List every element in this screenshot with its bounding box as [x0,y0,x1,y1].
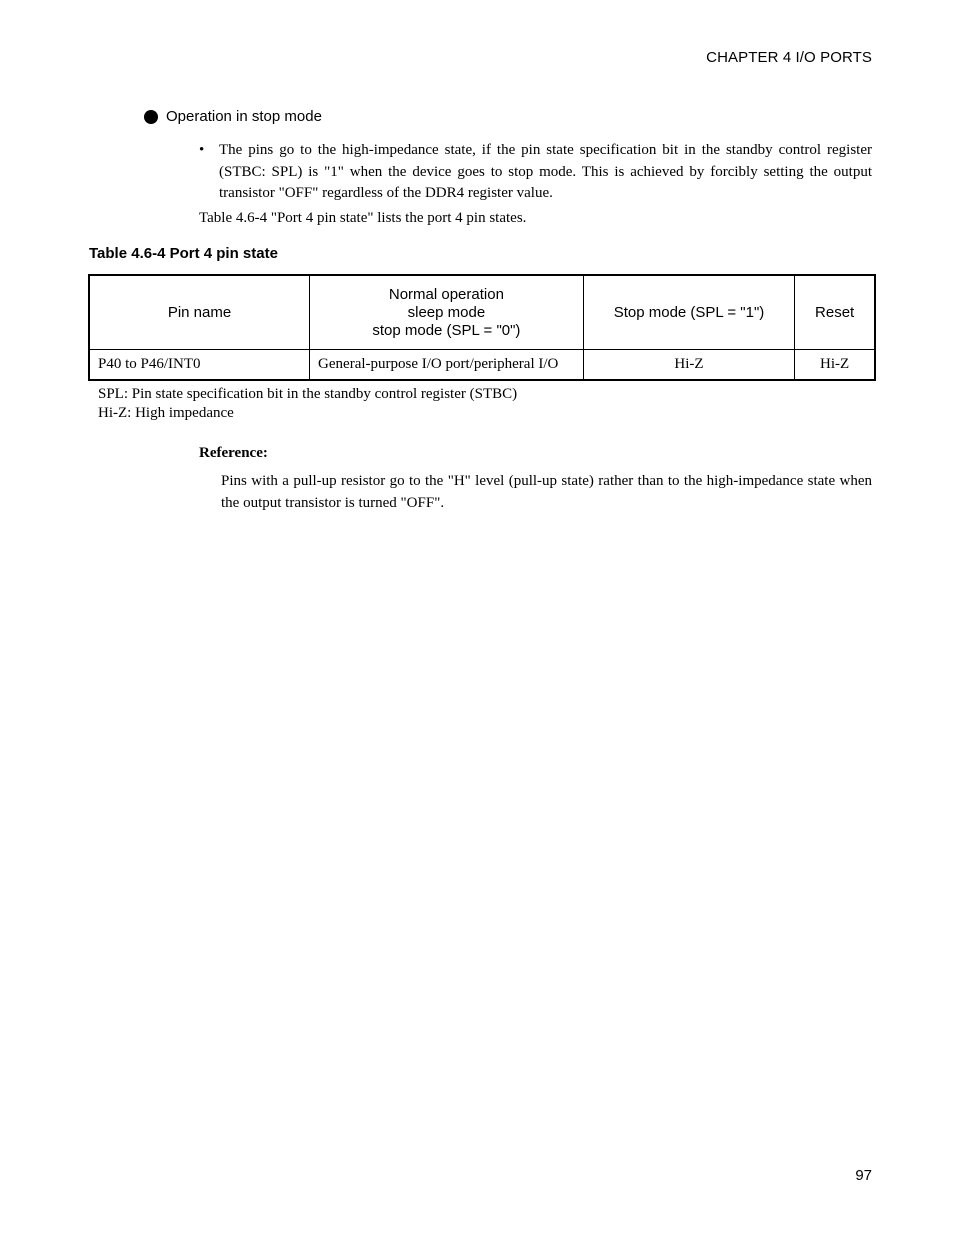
table-caption: Table 4.6-4 Port 4 pin state [89,245,278,262]
chapter-header: CHAPTER 4 I/O PORTS [706,49,872,66]
header-normal-line1: Normal operation [388,285,504,303]
cell-normal: General-purpose I/O port/peripheral I/O [310,350,584,381]
filled-circle-icon [144,110,158,124]
note-spl: SPL: Pin state specification bit in the standby control register (STBC) [98,386,518,402]
reference-label: Reference: [199,445,268,461]
table-notes [98,385,517,423]
reference-text: Pins with a pull-up resistor go to the "H" level (pull-up state) rather than to the high-impedance state when the output transistor is turned "OFF". [221,473,872,511]
header-reset: Reset [795,275,875,350]
table-intro: Table 4.6-4 "Port 4 pin state" lists the port 4 pin states. [199,210,527,226]
cell-reset: Hi-Z [795,350,875,381]
header-normal-operation [310,275,584,350]
cell-stop: Hi-Z [583,350,795,381]
bullet-icon: • [199,142,205,158]
bullet-text: The pins go to the high-impedance state, if the pin state specification bit in the standby control register (STBC: SPL) is "1" when the device goes to stop mode. This is achieved by forcibly setting the output transistor "OFF" regardless of the DDR4 register value. [219,142,872,201]
header-stop-mode: Stop mode (SPL = "1") [583,275,795,350]
header-normal-line2: sleep mode [407,303,486,321]
section-heading-text: Operation in stop mode [166,108,322,125]
section-heading [144,108,322,125]
note-hiz: Hi-Z: High impedance [98,405,234,421]
port4-pin-state-table [88,274,876,381]
table-header-row [89,275,875,350]
header-normal-line3: stop mode (SPL = "0") [372,321,521,339]
table-row [89,350,875,381]
cell-pin: P40 to P46/INT0 [89,350,310,381]
page-number: 97 [855,1167,872,1184]
bullet-paragraph [199,140,872,205]
header-pin-name: Pin name [89,275,310,350]
